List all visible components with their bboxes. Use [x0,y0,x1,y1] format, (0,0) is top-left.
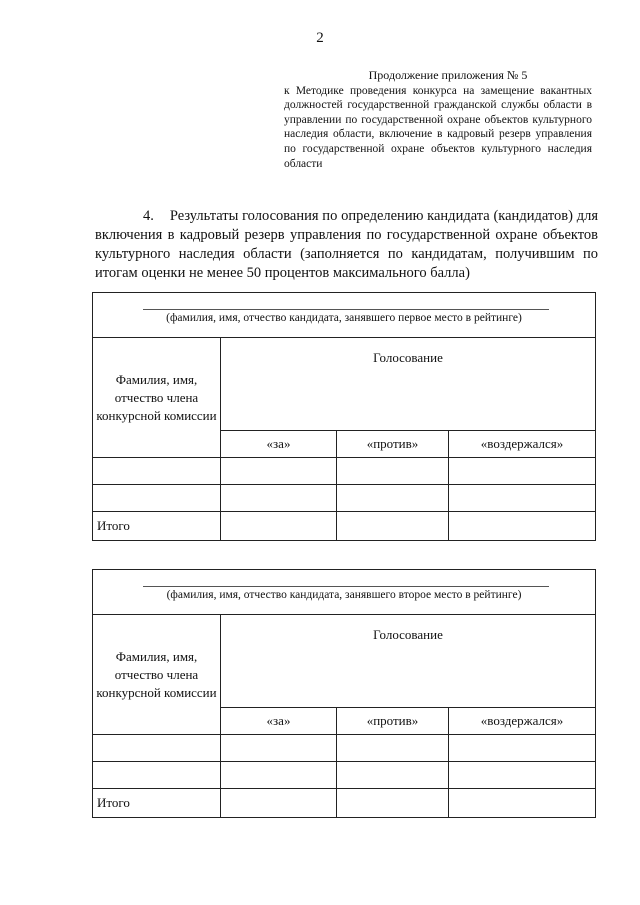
vote-header: Голосование [221,338,596,431]
abstain-cell[interactable] [449,485,596,512]
against-cell[interactable] [337,512,449,541]
vote-header: Голосование [221,615,596,708]
table-row [93,458,596,485]
total-label: Итого [93,512,221,541]
abstain-cell[interactable] [449,789,596,818]
voting-table-first [92,292,596,541]
member-cell[interactable] [93,458,221,485]
voting-table-second [92,569,596,818]
against-cell[interactable] [337,485,449,512]
page-number: 2 [316,30,324,46]
for-cell[interactable] [221,789,337,818]
col-against: «против» [337,708,449,735]
section-number: 4. [143,208,154,224]
total-row [93,512,596,541]
member-header: Фамилия, имя, отчество члена конкурсной комиссии [93,615,221,735]
member-cell[interactable] [93,762,221,789]
candidate-name-line [143,309,549,310]
col-for: «за» [221,431,337,458]
for-cell[interactable] [221,735,337,762]
for-cell[interactable] [221,458,337,485]
for-cell[interactable] [221,762,337,789]
appendix-note [284,68,592,171]
table-row [93,485,596,512]
member-cell[interactable] [93,735,221,762]
appendix-heading: Продолжение приложения № 5 [368,68,528,82]
total-label: Итого [93,789,221,818]
candidate-field[interactable] [93,293,596,338]
abstain-cell[interactable] [449,762,596,789]
against-cell[interactable] [337,458,449,485]
member-header: Фамилия, имя, отчество члена конкурсной комиссии [93,338,221,458]
member-cell[interactable] [93,485,221,512]
for-cell[interactable] [221,485,337,512]
total-row [93,789,596,818]
col-abstain: «воздержался» [449,708,596,735]
abstain-cell[interactable] [449,735,596,762]
section-paragraph [95,207,598,283]
candidate-field[interactable] [93,570,596,615]
appendix-text: к Методике проведения конкурса на замещение вакантных должностей государственной гражданской службы области в управлении по государственной охране объектов культурного наследия области, включение в кадровый резерв управления по государственной охране объектов культурного наследия области [284,84,592,170]
against-cell[interactable] [337,762,449,789]
for-cell[interactable] [221,512,337,541]
table-row [93,735,596,762]
candidate-caption: (фамилия, имя, отчество кандидата, занявшего первое место в рейтинге) [166,312,522,324]
candidate-caption: (фамилия, имя, отчество кандидата, занявшего второе место в рейтинге) [166,589,522,601]
against-cell[interactable] [337,735,449,762]
col-abstain: «воздержался» [449,431,596,458]
against-cell[interactable] [337,789,449,818]
abstain-cell[interactable] [449,458,596,485]
col-against: «против» [337,431,449,458]
candidate-name-line [143,586,549,587]
section-text: Результаты голосования по определению кандидата (кандидатов) для включения в кадровый резерв управления по государственной охране объектов культурного наследия области (заполняется по кандидатам, получившим по итогам оценки не менее 50 процентов максимального балла) [95,208,598,281]
table-row [93,762,596,789]
abstain-cell[interactable] [449,512,596,541]
col-for: «за» [221,708,337,735]
